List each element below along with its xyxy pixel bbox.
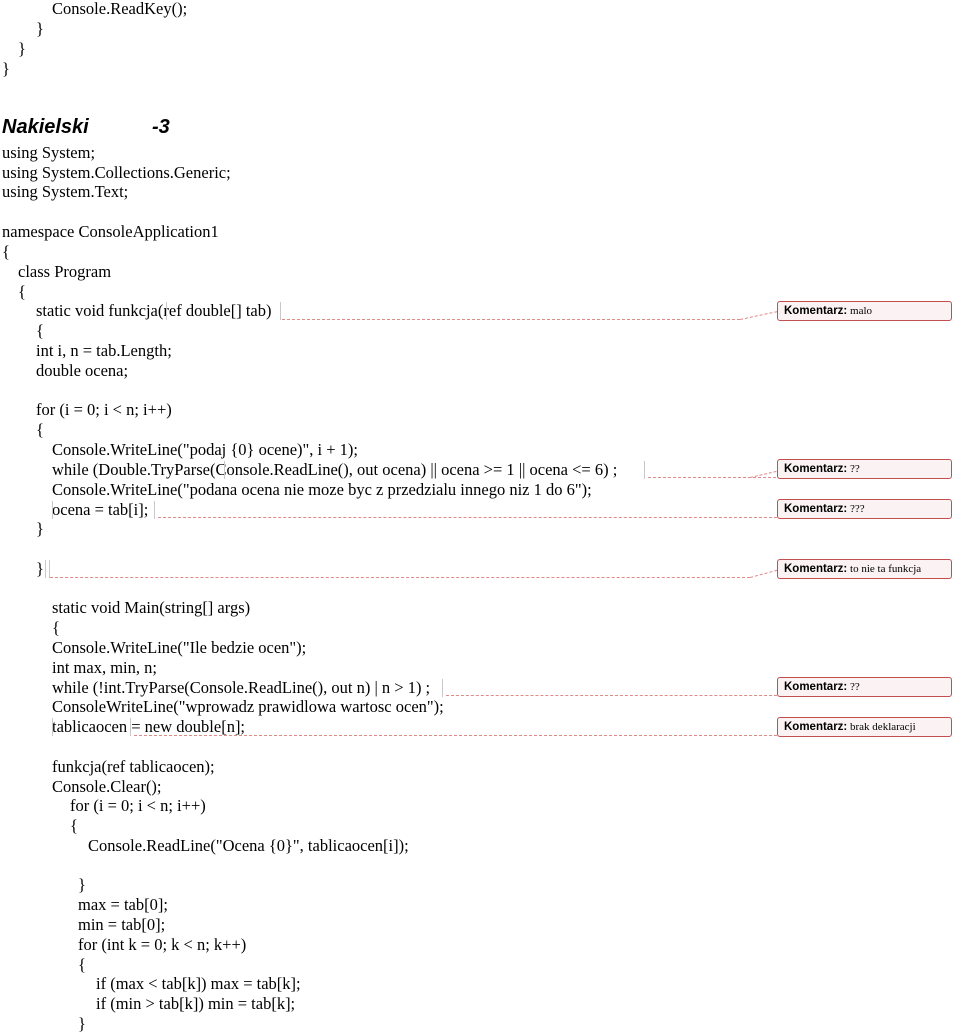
comment-text: ??? xyxy=(850,503,865,515)
comment-leader xyxy=(750,570,777,578)
comment-leader xyxy=(446,695,777,696)
code-line: } xyxy=(2,59,10,78)
comment-balloon[interactable] xyxy=(777,499,952,519)
comment-anchor-mark xyxy=(52,718,53,736)
comment-anchor-mark xyxy=(130,718,131,736)
comment-balloon[interactable] xyxy=(777,677,952,697)
code-line: using System; xyxy=(2,143,96,162)
code-line: if (max < tab[k]) max = tab[k]; xyxy=(96,974,301,993)
code-line: Console.ReadKey(); xyxy=(52,0,188,18)
code-line: using System.Collections.Generic; xyxy=(2,163,231,182)
code-line: } xyxy=(78,875,86,894)
code-line: funkcja(ref tablicaocen); xyxy=(52,757,215,776)
comment-balloon[interactable] xyxy=(777,559,952,579)
code-line: int max, min, n; xyxy=(52,658,157,677)
comment-text: brak deklaracji xyxy=(850,721,916,733)
code-line: Console.WriteLine("podana ocena nie moze byc z przedzialu innego niz 1 do 6"); xyxy=(52,480,592,499)
comment-leader xyxy=(134,735,777,736)
code-line: namespace ConsoleApplication1 xyxy=(2,222,219,241)
code-line: for (int k = 0; k < n; k++) xyxy=(78,935,247,954)
code-line: } xyxy=(78,1014,86,1033)
code-line: { xyxy=(18,282,26,301)
comment-text: ?? xyxy=(850,463,860,475)
code-line: if (min > tab[k]) min = tab[k]; xyxy=(96,994,296,1013)
code-line: int i, n = tab.Length; xyxy=(36,341,172,360)
code-line: using System.Text; xyxy=(2,182,129,201)
code-line: ocena = tab[i]; xyxy=(52,500,149,519)
code-line: tablicaocen = new double[n]; xyxy=(52,717,246,736)
comment-label: Komentarz: xyxy=(784,463,848,475)
comment-label: Komentarz: xyxy=(784,721,848,733)
comment-label: Komentarz: xyxy=(784,503,848,515)
section-heading-number: -3 xyxy=(152,116,170,138)
comment-anchor-mark xyxy=(154,501,155,519)
code-line: { xyxy=(70,816,78,835)
code-line: Console.Clear(); xyxy=(52,777,162,796)
code-line: { xyxy=(36,321,44,340)
code-line: for (i = 0; i < n; i++) xyxy=(36,400,172,419)
comment-anchor-mark xyxy=(52,501,53,519)
code-line: } xyxy=(36,19,44,38)
comment-leader xyxy=(740,311,777,320)
comment-label: Komentarz: xyxy=(784,681,848,693)
code-line: while (!int.TryParse(Console.ReadLine(), out n) | n > 1) ; xyxy=(52,678,431,697)
comment-balloon[interactable] xyxy=(777,459,952,479)
comment-anchor-mark xyxy=(224,461,225,479)
code-line: { xyxy=(52,618,60,637)
comment-leader xyxy=(158,517,777,518)
code-line: double ocena; xyxy=(36,361,129,380)
comment-balloon[interactable] xyxy=(777,717,952,737)
code-line: while (Double.TryParse(Console.ReadLine(), out ocena) || ocena >= 1 || ocena <= 6) ; xyxy=(52,460,618,479)
comment-balloon[interactable] xyxy=(777,301,952,321)
code-line: ConsoleWriteLine("wprowadz prawidlowa wartosc ocen"); xyxy=(52,697,444,716)
comment-anchor-mark xyxy=(280,302,281,320)
comment-text: to nie ta funkcja xyxy=(850,563,922,575)
code-line: for (i = 0; i < n; i++) xyxy=(70,796,206,815)
comment-leader xyxy=(50,577,750,578)
code-line: Console.WriteLine("podaj {0} ocene)", i + 1); xyxy=(52,440,358,459)
comment-anchor-mark xyxy=(166,302,167,320)
comment-leader xyxy=(648,477,776,478)
code-line: } xyxy=(36,519,44,538)
code-line: Console.ReadLine("Ocena {0}", tablicaocen[i]); xyxy=(88,836,409,855)
code-line: static void funkcja(ref double[] tab) xyxy=(36,301,272,320)
code-line: { xyxy=(78,955,86,974)
comment-anchor-mark xyxy=(45,560,46,578)
comment-text: malo xyxy=(850,305,873,317)
code-line: max = tab[0]; xyxy=(78,895,168,914)
code-line: static void Main(string[] args) xyxy=(52,598,251,617)
code-line: min = tab[0]; xyxy=(78,915,166,934)
comment-label: Komentarz: xyxy=(784,305,848,317)
code-line: } xyxy=(18,39,26,58)
comment-anchor-mark xyxy=(442,679,443,697)
code-line: } xyxy=(36,559,44,578)
comment-leader xyxy=(282,319,740,320)
comment-anchor-mark xyxy=(49,560,50,578)
code-line: Console.WriteLine("Ile bedzie ocen"); xyxy=(52,638,307,657)
section-heading-name: Nakielski xyxy=(2,116,89,138)
comment-text: ?? xyxy=(850,681,860,693)
code-line: { xyxy=(36,420,44,439)
code-line: class Program xyxy=(18,262,112,281)
code-line: { xyxy=(2,242,10,261)
comment-label: Komentarz: xyxy=(784,563,848,575)
comment-anchor-mark xyxy=(644,461,645,479)
